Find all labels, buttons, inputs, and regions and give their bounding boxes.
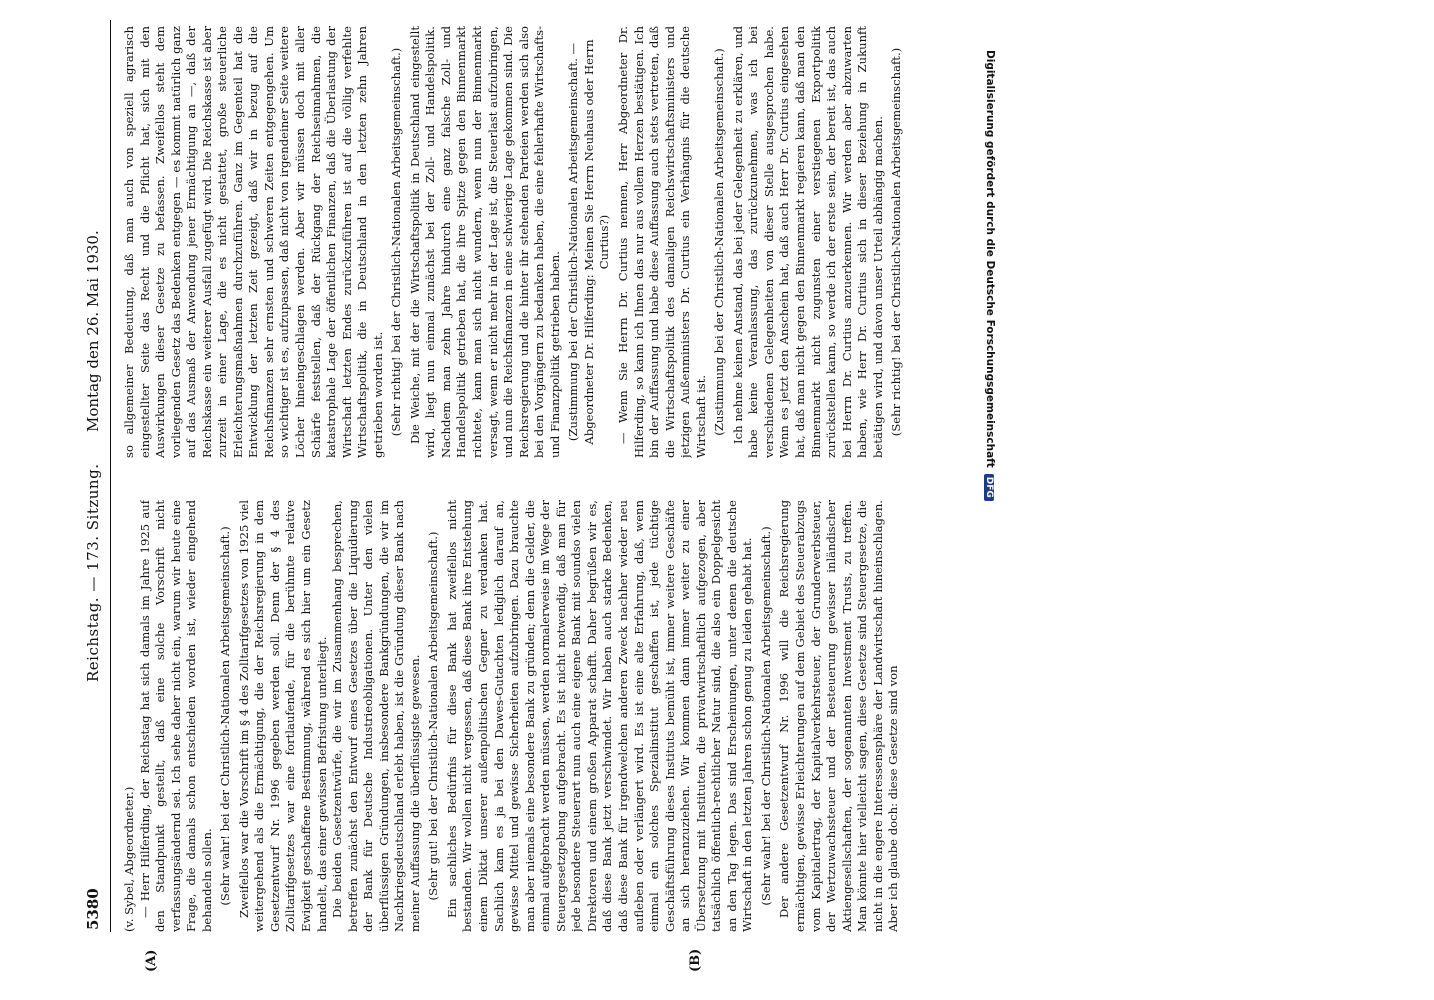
header-session: Reichstag. — 173. Sitzung. (84, 463, 102, 682)
right-column (122, 26, 1372, 458)
interjection: (Zustimmung bei der Christlich-Nationalen Arbeitsgemeinschaft.) (712, 48, 727, 436)
running-header (76, 20, 111, 932)
paragraph: — Wenn Sie Herrn Dr. Curtius nennen, Herr Abgeordneter Dr. Hilferding, so kann ich Ihnen das nur aus vollem Herzen bestätigen. Ich bin der Auffassung und habe diese Auffassung auch stets vertreten, daß die Wirtschaftspolitik des damaligen Reichswirtschaftsministers und jetzigen Außenministers Dr. Curtius ein Verhängnis für die deutsche Wirtschaft ist. (615, 26, 708, 458)
paragraph: Zweifellos war die Vorschrift im § 4 des Zolltarifgesetzes von 1925 viel weitergehend als die Ermächtigung, die der Reichsregierung in dem Gesetzentwurf Nr. 1996 gegeben werden soll. Denn der § 4 des Zolltarifgesetzes war eine fortlaufende, für die berühmte relative Ewigkeit geschaffene Bestimmung, während es sich hier um ein Gesetz handelt, das einer gewissen Befristung unterliegt. (236, 500, 329, 932)
paragraph: Die beiden Gesetzentwürfe, die wir im Zusammenhang besprechen, betreffen zunächst den Entwurf eines Gesetzes über die Liquidierung der Bank für Deutsche Industrieobligationen. Unter den vielen überflüssigen Gründungen, insbesondere Bankgründungen, die wir im Nachkriegsdeutschland erlebt haben, ist die Gründung dieser Bank nach meiner Auffassung die überflüssigste gewesen. (330, 500, 422, 932)
paragraph: Ein sachliches Bedürfnis für diese Bank hat zweifellos nicht bestanden. Wir wollen nicht vergessen, daß diese Bank ihre Entstehung einem Diktat unserer außenpolitischen Gegner zu verdanken hat. Sachlich kam es ja bei den Dawes-Gutachten lediglich darauf an, gewisse Mittel und gewisse Sicherheiten aufzubringen. Dazu brauchte man aber niemals eine besondere Bank zu gründen; denn die Gelder, die einmal aufgebracht werden müssen, werden normalerweise im Wege der Steuergesetzgebung aufgebracht. Es ist nicht notwendig, daß man für jede besondere Steuerart nun auch eine eigene Bank mit soundso vielen Direktoren und einem großen Apparat schafft. Daher begrüßen wir es, daß diese Bank jetzt verschwindet. Wir haben auch starke Bedenken, daß diese Bank für irgendwelchen anderen Zweck nachher wieder neu aufleben oder verlängert wird. Es ist eine alte Erfahrung, daß, wenn einmal ein solches Spezialinstitut geschaffen ist, jede tüchtige Geschäftsführung dieses Instituts bemüht ist, immer weitere Geschäfte an sich heranzuziehen. Wir kommen dann immer weiter zu einer Übersetzung mit Instituten, die privatwirtschaftlich aufgezogen, aber tatsächlich öffentlich-rechtlicher Natur sind, die also ein Doppelgesicht an den Tag legen. Das sind Erscheinungen, unter denen die deutsche Wirtschaft in den letzten Jahren schon genug zu leiden gehabt hat. (444, 500, 755, 932)
paragraph: — Herr Hilferding, der Reichstag hat sich damals im Jahre 1925 auf den Standpunkt gestellt, daß eine solche Vorschrift nicht verfassungsändernd sei. Ich sehe daher nicht ein, warum wir heute eine Frage, die damals schon entschieden worden ist, wieder eingehend behandeln sollen. (137, 500, 214, 932)
paragraph: Ich nehme keinen Anstand, das bei jeder Gelegenheit zu erklären, und habe keine Veranlassung, das zurückzunehmen, was ich bei verschiedenen Gelegenheiten von dieser Stelle ausgesprochen habe. Wenn es jetzt den Anschein hat, daß auch Herr Dr. Curtius eingesehen hat, daß man nicht gegen den Binnenmarkt regieren kann, daß man den Binnenmarkt nicht zugunsten einer verstiegenen Exportpolitik zurückstellen kann, so werde ich der erste sein, der bereit ist, das auch bei Herrn Dr. Curtius anzuerkennen. Wir werden aber abzuwarten haben, wie Herr Dr. Curtius sich in dieser Beziehung in Zukunft betätigen wird, und davon unser Urteil abhängig machen. (730, 26, 885, 458)
interjection: (Sehr wahr! bei der Christlich-Nationalen Arbeitsgemeinschaft.) (758, 526, 773, 906)
interjection: (Sehr gut! bei der Christlich-Nationalen Arbeitsgemeinschaft.) (426, 531, 441, 901)
page-body (76, 20, 1386, 972)
margin-mark-a: (A) (144, 949, 159, 972)
interjection: (Sehr richtig! bei der Christlich-Nationalen Arbeitsgemeinschaft.) (389, 47, 404, 437)
left-column (122, 500, 1372, 932)
interjection: (Sehr wahr! bei der Christlich-Nationalen Arbeitsgemeinschaft.) (218, 526, 233, 906)
paragraph: so allgemeiner Bedeutung, daß man auch von speziell agrarisch eingestellter Seite das Recht und die Pflicht hat, sich mit den Auswirkungen dieser Gesetze zu befassen. Zweifellos steht dem vorliegenden Gesetz das Bedenken entgegen — es kommt natürlich ganz auf das Ausmaß der Anwendung jener Ermächtigung an —, daß der Reichskasse ein weiterer Ausfall zugefügt wird. Die Reichskasse ist aber zurzeit in einer Lage, die es nicht gestattet, große steuerliche Erleichterungsmaßnahmen durchzuführen. Ganz im Gegenteil hat die Entwicklung der letzten Zeit gezeigt, daß wir in bezug auf die Reichsfinanzen sehr ernsten und schweren Zeiten entgegengehen. Um so wichtiger ist es, aufzupassen, daß nicht von irgendeiner Seite weitere Löcher hineingeschlagen werden. Aber wir müssen doch mit aller Schärfe feststellen, daß der Rückgang der Reichseinnahmen, die katastrophale Lage der öffentlichen Finanzen, daß die Überlastung der Wirtschaft letzten Endes zurückzuführen ist auf die völlig verfehlte Wirtschaftspolitik, die in Deutschland in den letzten zehn Jahren getrieben worden ist. (122, 26, 385, 458)
paragraph: Der andere Gesetzentwurf Nr. 1996 will die Reichsregierung ermächtigen, gewisse Erleichterungen auf dem Gebiet des Steuerabzugs vom Kapitalertrag, der Kapitalverkehrsteuer, der Grunderwerbsteuer, der Wertzuwachssteuer und der Besteuerung gewisser inländischer Aktiengesellschaften, der sogenannten Investment Trusts, zu treffen. Man könnte hier vielleicht sagen, diese Gesetze sind Steuergesetze, die nicht in die engere Interessensphäre der Landwirtschaft hineinschlagen. Aber ich glaube doch: diese Gesetze sind von (777, 500, 901, 932)
speaker-line: (v. Sybel, Abgeordneter.) (122, 786, 136, 932)
interjection: (Sehr richtig! bei der Christlich-Nationalen Arbeitsgemeinschaft.) (889, 47, 904, 437)
paragraph: Die Weiche, mit der die Wirtschaftspolitik in Deutschland eingestellt wird, liegt nun einmal zunächst bei der Zoll- und Handelspolitik. Nachdem man zehn Jahre hindurch eine ganz falsche Zoll- und Handelspolitik getrieben hat, die ihre Spitze gegen den Binnenmarkt richtete, kann man sich nicht wundern, wenn nun der Binnenmarkt versagt, wenn er nicht mehr in der Lage ist, die Steuerlast aufzubringen, und nun die Reichsfinanzen in eine schwierige Lage gekommen sind. Die Reichsregierung und die hinter ihr stehenden Parteien werden sich also bei den Vorgängern zu bedanken haben, die eine fehlerhafte Wirtschafts- und Finanzpolitik getrieben haben. (407, 26, 562, 458)
header-date: Montag den 26. Mai 1930. (84, 230, 102, 432)
page-number: 5380 (84, 888, 102, 930)
funding-notice-text: Digitalisierung gefördert durch die Deutsche Forschungsgemeinschaft (984, 50, 996, 468)
funding-notice (980, 50, 996, 498)
dfg-logo: DFG (984, 474, 994, 501)
interjection: (Zustimmung bei der Christlich-Nationalen Arbeitsgemeinschaft. — Abgeordneter Dr. Hilferding: Meinen Sie Herrn Neuhaus oder Herrn Curtius?) (566, 39, 612, 445)
margin-mark-b: (B) (688, 948, 703, 972)
